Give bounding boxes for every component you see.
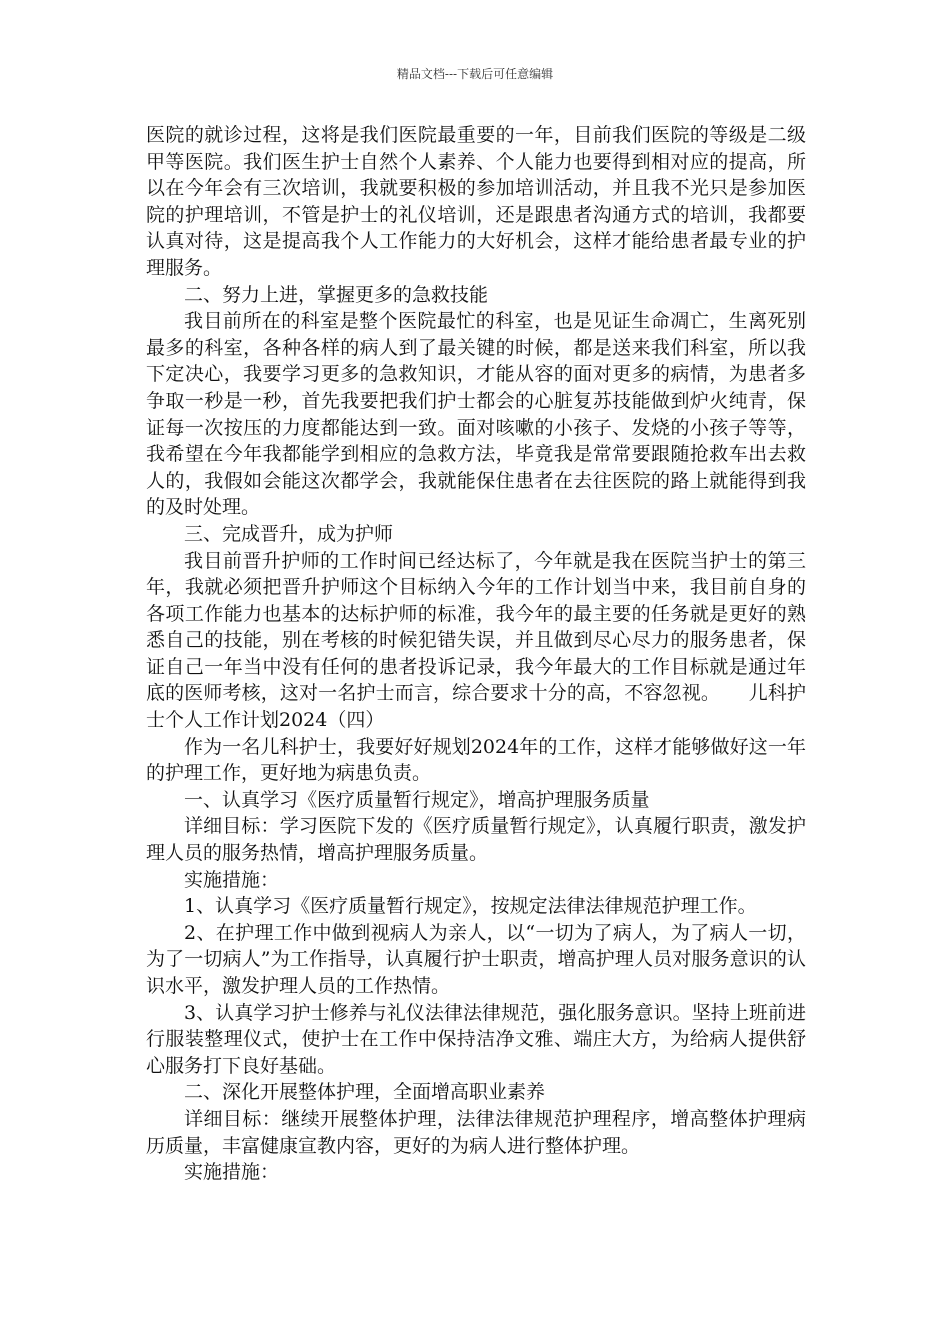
paragraph: 实施措施：: [184, 1161, 280, 1184]
list-item: 1、认真学习《医疗质量暂行规定》，按规定法律法律规范护理工作。: [184, 895, 757, 918]
section-heading: 二、努力上进，掌握更多的急救技能: [184, 283, 489, 306]
section-heading: 一、认真学习《医疗质量暂行规定》，增高护理服务质量: [184, 788, 650, 811]
paragraph: 作为一名儿科护士，我要好好规划2024年的工作，这样才能够做好这一年的护理工作，更好地为病患负责。: [146, 735, 806, 785]
list-item: 3、认真学习护士修养与礼仪法律法律规范，强化服务意识。坚持上班前进行服装整理仪式，使护士在工作中保持洁净文雅、端庄大方，为给病人提供舒心服务打下良好基础。: [146, 1001, 806, 1077]
section-heading: 三、完成晋升，成为护师: [184, 522, 394, 545]
paragraph: 详细目标：学习医院下发的《医疗质量暂行规定》，认真履行职责，激发护理人员的服务热情，增高护理服务质量。: [146, 815, 806, 865]
paragraph: 详细目标：继续开展整体护理，法律法律规范护理程序，增高整体护理病历质量，丰富健康宣教内容，更好的为病人进行整体护理。: [146, 1107, 806, 1157]
list-item: 2、在护理工作中做到视病人为亲人，以“一切为了病人，为了病人一切，为了一切病人”为工作指导，认真履行护士职责，增高护理人员对服务意识的认识水平，激发护理人员的工作热情。: [146, 921, 806, 997]
paragraph: 医院的就诊过程，这将是我们医院最重要的一年，目前我们医院的等级是二级甲等医院。我们医生护士自然个人素养、个人能力也要得到相对应的提高，所以在今年会有三次培训，我就要积极的参加培训活动，并且我不光只是参加医院的护理培训，不管是护士的礼仪培训，还是跟患者沟通方式的培训，我都要认真对待，这是提高我个人工作能力的大好机会，这样才能给患者最专业的护理服务。: [146, 124, 806, 279]
paragraph: 实施措施：: [184, 868, 280, 891]
page-header: 精品文档---下载后可任意编辑: [396, 67, 554, 81]
section-heading: 二、深化开展整体护理，全面增高职业素养: [184, 1081, 546, 1104]
paragraph: 我目前晋升护师的工作时间已经达标了，今年就是我在医院当护士的第三年，我就必须把晋升护师这个目标纳入今年的工作计划当中来，我目前自身的各项工作能力也基本的达标护师的标准，我今年的最主要的任务就是更好的熟悉自己的技能，别在考核的时候犯错失误，并且做到尽心尽力的服务患者，保证自己一年当中没有任何的患者投诉记录，我今年最大的工作目标就是通过年底的医师考核，这对一名护士而言，综合要求十分的高，不容忽视。 儿科护士个人工作计划2024（四）: [146, 549, 806, 732]
document-body: [146, 122, 806, 1186]
paragraph: 我目前所在的科室是整个医院最忙的科室，也是见证生命凋亡，生离死别最多的科室，各种各样的病人到了最关键的时候，都是送来我们科室，所以我下定决心，我要学习更多的急救知识，才能从容的面对更多的病情，为患者多争取一秒是一秒，首先我要把我们护士都会的心脏复苏技能做到炉火纯青，保证每一次按压的力度都能达到一致。面对咳嗽的小孩子、发烧的小孩子等等，我希望在今年我都能学到相应的急救方法，毕竟我是常常要跟随抢救车出去救人的，我假如会能这次都学会，我就能保住患者在去往医院的路上就能得到我的及时处理。: [146, 310, 806, 519]
